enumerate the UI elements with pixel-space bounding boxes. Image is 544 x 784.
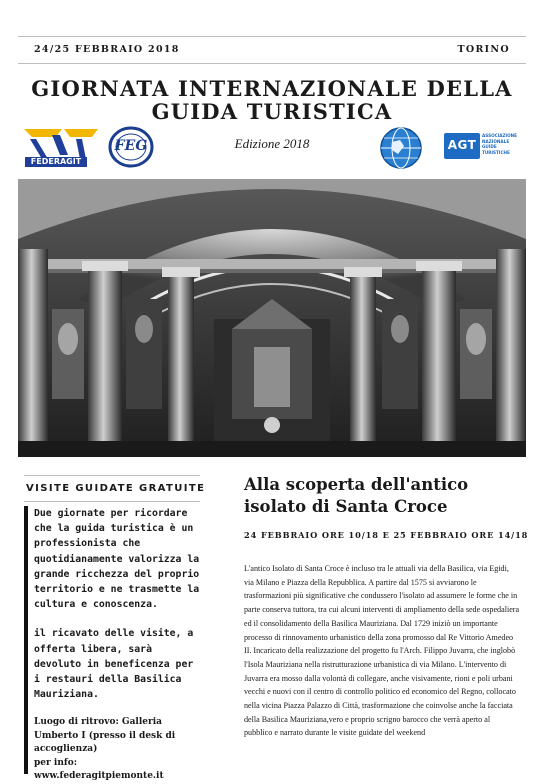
sidebar-intro: Due giornate per ricordare che la guida turistica è un professionista che quotidianamente valorizza la grande ricchezza del proprio territorio e ne trasmette la cultura e conoscenza. bbox=[34, 508, 200, 611]
globe-icon bbox=[378, 126, 424, 170]
agt-logo-text: AGT bbox=[447, 138, 477, 152]
sidebar-body bbox=[24, 506, 200, 782]
basilica-interior-illustration bbox=[18, 179, 526, 457]
globe-logo bbox=[378, 126, 424, 170]
event-city: TORINO bbox=[457, 44, 510, 55]
article-body: L'antico Isolato di Santa Croce è incluso tra le attuali via della Basilica, via Egidi, via Milano e Piazza della Repubblica. A partire dal 1575 si avviarono le trasformazioni più significative che condussero l'isolato ad assumere le forme che in parte conserva tuttora, tra cui alcuni interventi di ampliamento della sede ospedaliera ed il consolidamento della Basilica Mauriziana. Dal 1729 iniziò un importante processo di rinnovamento urbanistico della zona promosso dal Re Vittorio Amedeo II. Incaricato della realizzazione del progetto fu l'Arch. Filippo Juvarra, che inglobò l'Isola Mauriziana nella ristrutturazione urbanistica di via Milano. L'intervento di Juvarra era mosso dalla volontà di collegare, anche visivamente, rioni e poli urbani vecchi e nuovi con il centro di controllo politico ed economico del Regno, collocato nella vicina Piazza Palazzo di Città, trasformazione che coinvolse anche la facciata della Basilica Mauriziana,vero e proprio scrigno barocco che verrà aperto al pubblico e narrato durante le visite guidate del weekend bbox=[244, 564, 520, 738]
header-rule bbox=[18, 63, 526, 64]
agt-logo bbox=[444, 133, 526, 159]
article-title: Alla scoperta dell'antico isolato di Santa Croce bbox=[244, 475, 469, 516]
article-schedule: 24 FEBBRAIO ORE 10/18 E 25 FEBBRAIO ORE 14/18 bbox=[244, 530, 529, 540]
sidebar-charity: il ricavato delle visite, a offerta libera, sarà devoluto in beneficenza per i restauri della Basilica Mauriziana. bbox=[34, 628, 194, 701]
info-link[interactable]: per info: www.federagitpiemonte.it bbox=[34, 757, 164, 782]
page-title-line2: GUIDA TURISTICA bbox=[151, 99, 393, 124]
basilica-interior-photo bbox=[18, 179, 526, 457]
sidebar-heading: VISITE GUIDATE GRATUITE bbox=[26, 483, 206, 494]
event-date: 24/25 FEBBRAIO 2018 bbox=[34, 44, 180, 55]
federagit-logo-text: FEDERAGIT bbox=[25, 157, 87, 167]
agt-caption: ASSOCIAZIONE NAZIONALE GUIDE TURISTICHE bbox=[482, 133, 518, 155]
meeting-point: Luogo di ritrovo: Galleria Umberto I (presso il desk di accoglienza) bbox=[34, 717, 176, 755]
feg-logo-text: FEG bbox=[114, 138, 148, 154]
feg-logo bbox=[108, 126, 154, 168]
federagit-logo bbox=[22, 125, 100, 169]
top-rule bbox=[18, 36, 526, 37]
edition-label: Edizione 2018 bbox=[234, 136, 310, 151]
page-title-line1: GIORNATA INTERNAZIONALE DELLA bbox=[31, 76, 513, 101]
sidebar-mid-rule bbox=[24, 501, 200, 502]
sidebar-meeting bbox=[34, 716, 200, 784]
sidebar-top-rule bbox=[24, 475, 200, 476]
